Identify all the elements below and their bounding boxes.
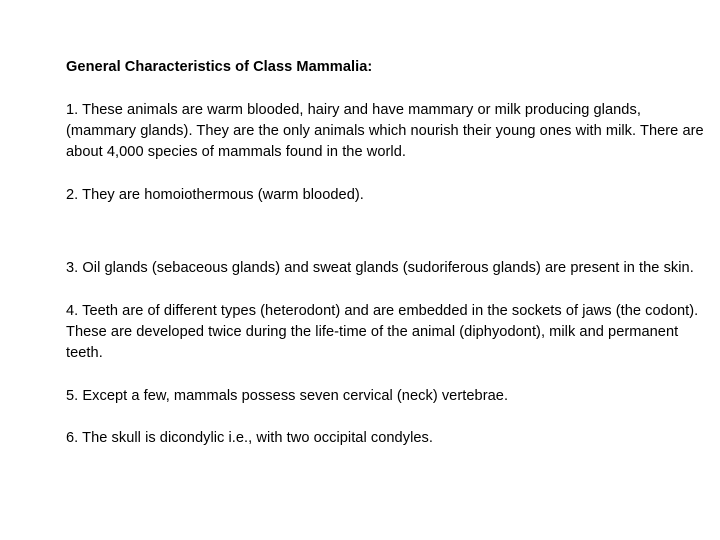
point-5: 5. Except a few, mammals possess seven cervical (neck) vertebrae. [66, 387, 509, 404]
point-1: 1. These animals are warm blooded, hairy and have mammary or milk producing glands, (mammary glands). They are the only animals which nourish their young ones with milk. There are about 4,000 species of mammals found in the world. [66, 101, 704, 161]
point-3: 3. Oil glands (sebaceous glands) and sweat glands (sudoriferous glands) are present in the skin. [66, 259, 694, 276]
paragraph-1 [66, 36, 706, 228]
paragraph-2 [66, 237, 706, 471]
point-6: 6. The skull is dicondylic i.e., with two occipital condyles. [66, 430, 433, 447]
document-title: General Characteristics of Class Mammalia: [66, 59, 373, 76]
text-block [66, 36, 706, 471]
point-2: 2. They are homoiothermous (warm blooded). [66, 187, 364, 204]
point-4: 4. Teeth are of different types (heterodont) and are embedded in the sockets of jaws (the codont). These are developed twice during the life-time of the animal (diphyodont), milk and permanent teeth. [66, 302, 699, 362]
